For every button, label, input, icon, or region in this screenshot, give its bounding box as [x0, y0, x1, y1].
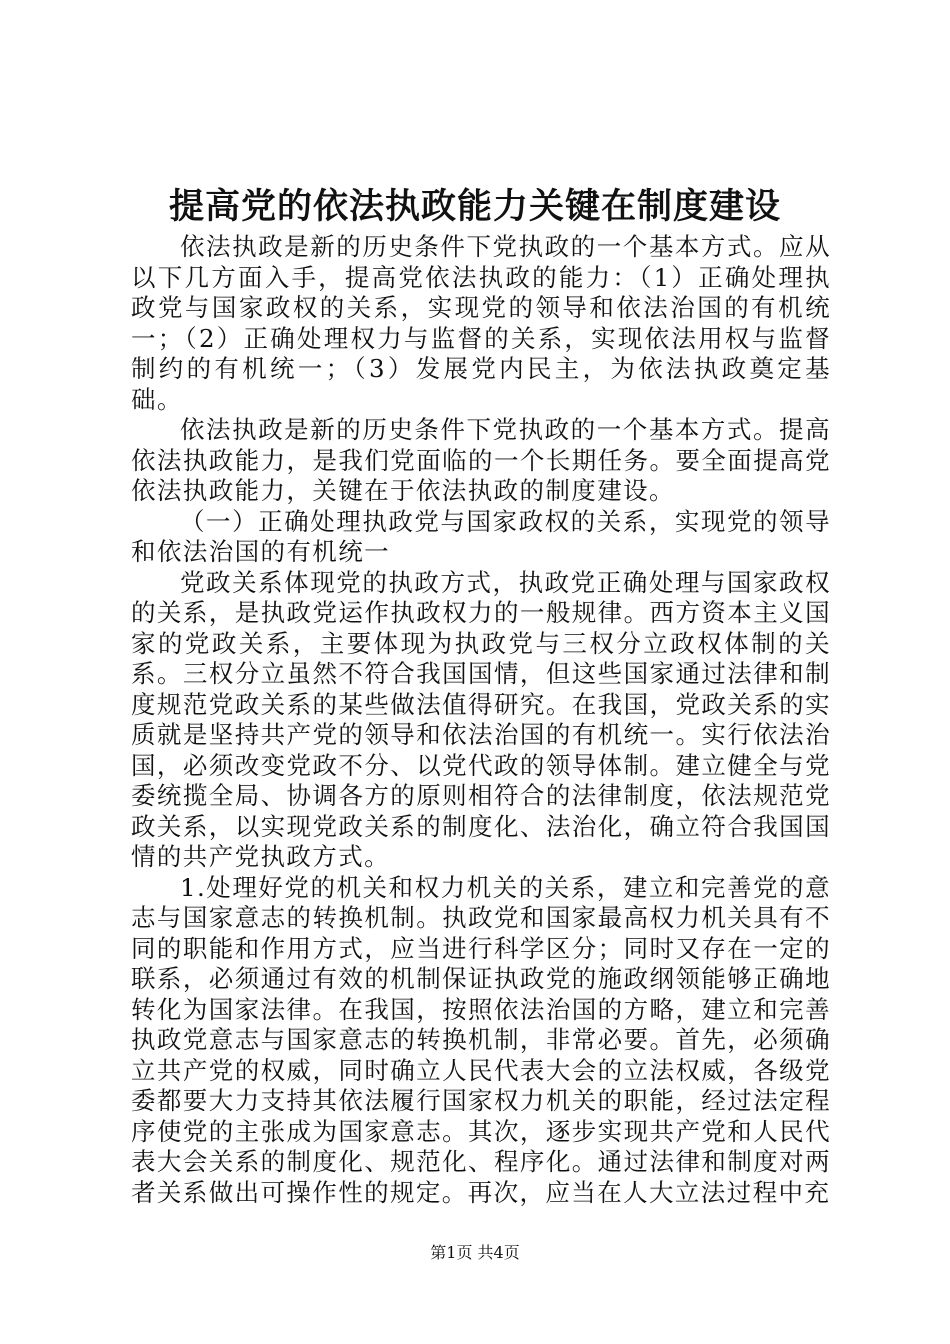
page-number: 第1页 共4页 — [430, 1243, 520, 1262]
paragraph-intro: 依法执政是新的历史条件下党执政的一个基本方式。应从以下几方面入手，提高党依法执政的能力：（1）正确处理执政党与国家政权的关系，实现党的领导和依法治国的有机统一；（2）正确处理权力与监督的关系，实现依法用权与监督制约的有机统一；（3）发展党内民主，为依法执政奠定基础。 — [131, 232, 831, 414]
document-body — [131, 232, 831, 1208]
paragraph-summary: 依法执政是新的历史条件下党执政的一个基本方式。提高依法执政能力，是我们党面临的一个长期任务。要全面提高党依法执政能力，关键在于依法执政的制度建设。 — [131, 415, 831, 505]
paragraph-point-1: 1.处理好党的机关和权力机关的关系，建立和完善党的意志与国家意志的转换机制。执政党和国家最高权力机关具有不同的职能和作用方式，应当进行科学区分；同时又存在一定的联系，必须通过有效的机制保证执政党的施政纲领能够正确地转化为国家法律。在我国，按照依法治国的方略，建立和完善执政党意志与国家意志的转换机制，非常必要。首先，必须确立共产党的权威，同时确立人民代表大会的立法权威，各级党委都要大力支持其依法履行国家权力机关的职能，经过法定程序使党的主张成为国家意志。其次，逐步实现共产党和人民代表大会关系的制度化、规范化、程序化。通过法律和制度对两者关系做出可操作性的规定。再次，应当在人大立法过程中充 — [131, 872, 831, 1207]
document-title: 提高党的依法执政能力关键在制度建设 — [168, 186, 781, 227]
section-heading-1: （一）正确处理执政党与国家政权的关系，实现党的领导和依法治国的有机统一 — [131, 506, 831, 566]
paragraph-party-government: 党政关系体现党的执政方式，执政党正确处理与国家政权的关系，是执政党运作执政权力的一般规律。西方资本主义国家的党政关系，主要体现为执政党与三权分立政权体制的关系。三权分立虽然不符合我国国情，但这些国家通过法律和制度规范党政关系的某些做法值得研究。在我国，党政关系的实质就是坚持共产党的领导和依法治国的有机统一。实行依法治国，必须改变党政不分、以党代政的领导体制。建立健全与党委统揽全局、协调各方的原则相符合的法律制度，依法规范党政关系，以实现党政关系的制度化、法治化，确立符合我国国情的共产党执政方式。 — [131, 567, 831, 871]
